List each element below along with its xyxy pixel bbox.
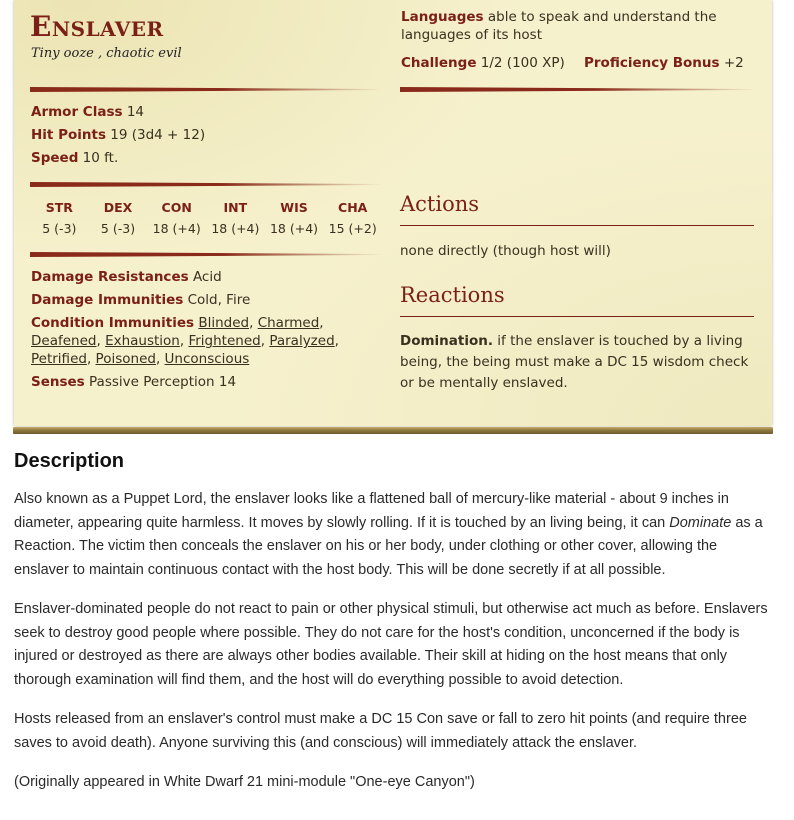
- condition-immunities: Condition Immunities Blinded, Charmed, Deafened, Exhaustion, Frightened, Paralyzed, Petrified, Poisoned, Unconscious: [31, 315, 339, 367]
- condition-link-unconscious[interactable]: Unconscious: [164, 351, 250, 367]
- ability-name: CHA: [338, 200, 368, 215]
- divider: [400, 87, 756, 92]
- challenge-value: 1/2 (100 XP): [480, 55, 565, 71]
- divider: [30, 87, 382, 92]
- condition-link-blinded[interactable]: Blinded: [198, 315, 250, 331]
- ability-value: 5 (-3): [100, 221, 136, 236]
- damage-resistances-label: Damage Resistances: [31, 269, 189, 285]
- languages-label: Languages: [401, 9, 484, 25]
- condition-link-paralyzed[interactable]: Paralyzed: [269, 333, 335, 349]
- condition-link-deafened[interactable]: Deafened: [31, 333, 97, 349]
- condition-link-petrified[interactable]: Petrified: [31, 351, 87, 367]
- speed-value: 10 ft.: [82, 150, 119, 166]
- condition-link-charmed[interactable]: Charmed: [257, 315, 320, 331]
- description-heading: Description: [14, 450, 125, 472]
- senses-value: Passive Perception 14: [89, 374, 237, 390]
- monster-subtype: Tiny ooze , chaotic evil: [31, 46, 182, 61]
- dominate-emphasis: Dominate: [669, 514, 732, 531]
- source-note: (Originally appeared in White Dwarf 21 mini-module "One-eye Canyon"): [14, 774, 475, 790]
- proficiency-bonus: [584, 54, 754, 72]
- description-paragraph-1: [14, 488, 774, 583]
- reactions-heading: Reactions: [400, 283, 505, 307]
- condition-immunities-label: Condition Immunities: [31, 315, 195, 331]
- hit-points-label: Hit Points: [31, 127, 106, 143]
- languages: [401, 8, 753, 44]
- condition-link-poisoned[interactable]: Poisoned: [95, 351, 156, 367]
- ability-score-headers: [30, 200, 382, 215]
- damage-immunities-value: Cold, Fire: [187, 292, 251, 308]
- description-text: Also known as a Puppet Lord, the enslaver looks like a flattened ball of mercury-like material - about 9 inches in diameter, appearing quite harmless. It moves by slowly rolling. If it is touched by an living being, it can: [14, 491, 729, 531]
- ability-name: DEX: [103, 200, 133, 215]
- speed: [31, 150, 118, 166]
- stat-block: [14, 0, 772, 426]
- damage-resistances-value: Acid: [192, 269, 222, 285]
- armor-class-value: 14: [126, 104, 145, 120]
- description-paragraph-3: Hosts released from an enslaver's control must make a DC 15 Con save or fall to zero hit points (and require three saves to avoid death). Anyone surviving this (and conscious) will immediately attack the enslaver.: [14, 711, 747, 751]
- ability-value: 18 (+4): [211, 221, 260, 236]
- reaction-domination: [400, 331, 756, 394]
- damage-immunities-label: Damage Immunities: [31, 292, 184, 308]
- actions-text: none directly (though host will): [400, 243, 611, 259]
- divider: [30, 182, 382, 187]
- senses: [31, 373, 376, 391]
- armor-class-label: Armor Class: [31, 104, 123, 120]
- damage-immunities: [31, 291, 376, 309]
- ability-value: 15 (+2): [328, 221, 377, 236]
- condition-link-frightened[interactable]: Frightened: [188, 333, 261, 349]
- ability-score-values: [30, 221, 382, 236]
- stat-block-bottom-border: [13, 427, 773, 434]
- ability-name: INT: [223, 200, 248, 215]
- condition-link-exhaustion[interactable]: Exhaustion: [105, 333, 180, 349]
- hit-points: [31, 127, 205, 143]
- actions-heading: Actions: [400, 192, 480, 216]
- armor-class: [31, 104, 144, 120]
- ability-name: WIS: [280, 200, 308, 215]
- ability-value: 5 (-3): [42, 221, 77, 236]
- proficiency-bonus-label: Proficiency Bonus: [584, 55, 720, 71]
- ability-value: 18 (+4): [152, 221, 201, 236]
- hit-points-value: 19 (3d4 + 12): [110, 127, 206, 143]
- ability-name: STR: [45, 200, 73, 215]
- reaction-text: if the enslaver is touched by a living being, the being must make a DC 15 wisdom check or be mentally enslaved.: [400, 333, 749, 391]
- ability-value: 18 (+4): [269, 221, 319, 236]
- actions-rule: [400, 225, 754, 226]
- description-paragraph-2: Enslaver-dominated people do not react to pain or other physical stimuli, but otherwise act much as before. Enslavers seek to destroy good people where possible. They do not care for the host's condition, unconcerned if the body is injured or destroyed as there are always other bodies available. Their skill at hiding on the host means that only thorough examination will find them, and the host will do everything possible to avoid detection.: [14, 601, 768, 689]
- damage-resistances: [31, 268, 376, 286]
- challenge-label: Challenge: [401, 55, 477, 71]
- reactions-rule: [400, 316, 754, 317]
- ability-name: CON: [161, 200, 192, 215]
- languages-value: able to speak and understand the languages of its host: [401, 9, 717, 43]
- reaction-name: Domination.: [400, 333, 493, 349]
- monster-name: Enslaver: [30, 10, 164, 43]
- description-text: as a Reaction. The victim then conceals the enslaver on his or her body, under clothing or other cover, allowing the enslaver to maintain continuous contact with the host body. This will be done secretly if at all possible.: [14, 514, 763, 579]
- senses-label: Senses: [31, 374, 85, 390]
- speed-label: Speed: [31, 150, 79, 166]
- proficiency-bonus-value: +2: [723, 55, 744, 71]
- divider: [30, 252, 382, 257]
